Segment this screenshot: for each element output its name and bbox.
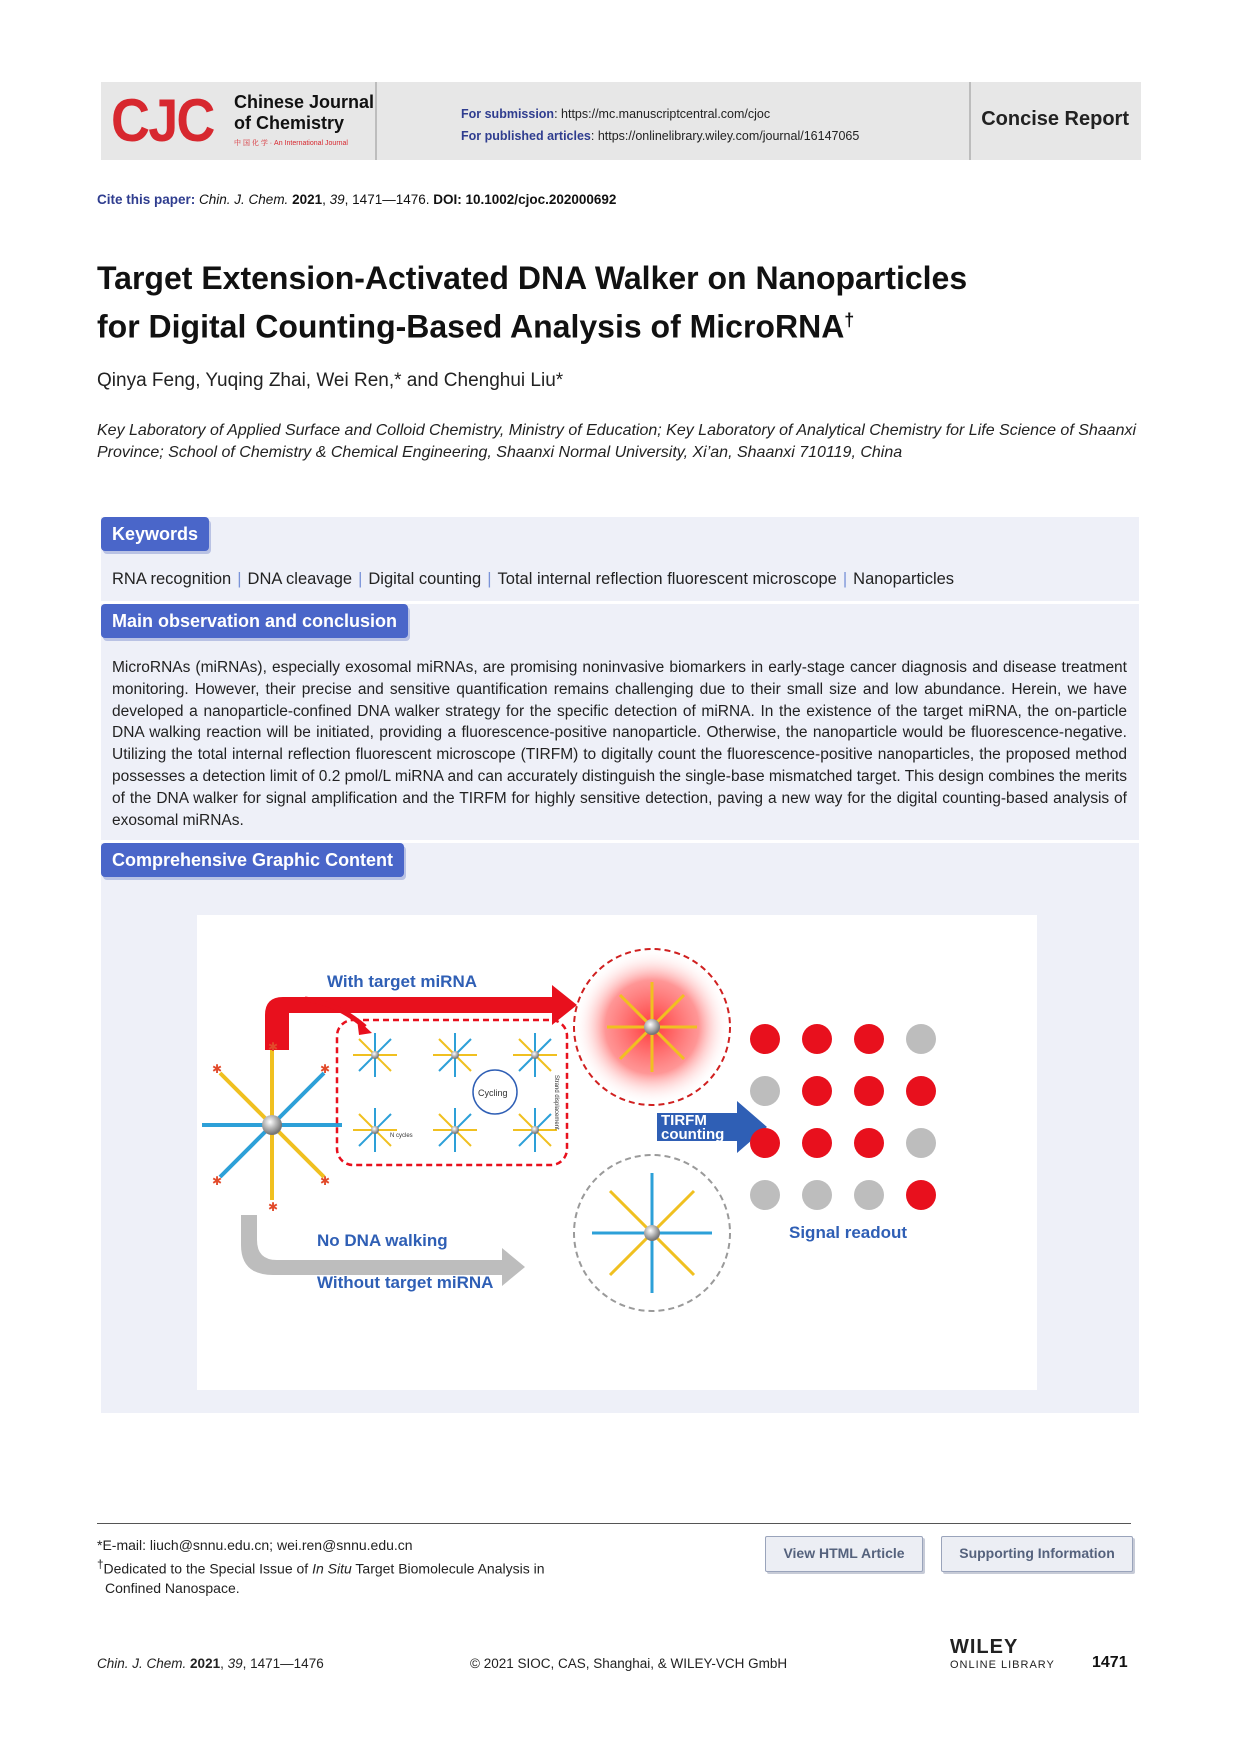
dedication-pre: Dedicated to the Special Issue of [103,1560,313,1577]
footer-cite: Chin. J. Chem. 2021, 39, 1471—1476 [97,1656,324,1671]
positive-dot [802,1128,832,1158]
keywords-heading: Keywords [101,517,209,551]
divider [969,82,971,160]
journal-logo[interactable] [101,82,385,160]
signal-dot-grid [750,1024,936,1210]
logo-subtitle: 中 国 化 学 · An International Journal [234,140,348,147]
submission-line [461,103,859,125]
cite-line: Cite this paper: Chin. J. Chem. 2021, 39, 1471—1476. DOI: 10.1002/cjoc.202000692 [97,192,617,207]
supporting-info-button[interactable]: Supporting Information [941,1536,1133,1572]
toc-graphic [197,915,1037,1390]
divider [375,82,377,160]
arrow-into-box-head [357,1019,372,1035]
positive-dot [750,1128,780,1158]
positive-particle [607,982,697,1072]
main-heading: Main observation and conclusion [101,604,408,638]
title-line2: for Digital Counting-Based Analysis of MicroRNA [97,308,845,345]
positive-dot [802,1076,832,1106]
copyright: © 2021 SIOC, CAS, Shanghai, & WILEY-VCH GmbH [470,1656,788,1671]
svg-text:✱: ✱ [320,1174,331,1188]
authors: Qinya Feng, Yuqing Zhai, Wei Ren,* and Chenghui Liu* [97,370,564,391]
graphic-heading: Comprehensive Graphic Content [101,843,404,877]
without-target-label: Without target miRNA [317,1273,494,1292]
submission-label: For submission [461,107,555,121]
svg-text:✱: ✱ [212,1062,223,1076]
dedication-note [97,1555,545,1579]
dedication-mark: † [97,1558,104,1571]
view-html-button[interactable]: View HTML Article [765,1536,923,1572]
negative-dot [854,1180,884,1210]
logo-name-line2: of Chemistry [234,113,345,133]
cycle-nanoparticles [353,1033,557,1152]
affiliation: Key Laboratory of Applied Surface and Colloid Chemistry, Ministry of Education; Key Laboratory of Analytical Chemistry for Life Science of Shaanxi Province; School of Chemistry & Chemical Engineering, Shaanxi Normal University, Xi’an, Shaanxi 710119, China [97,422,1137,461]
published-label: For published articles [461,129,591,143]
negative-particle [592,1173,712,1293]
svg-text:✱: ✱ [320,1062,331,1076]
positive-dot [854,1024,884,1054]
article-title [97,257,1147,348]
strand-displacement-label: Strand displacement [553,1075,559,1130]
published-line [461,125,859,147]
svg-text:✱: ✱ [268,1200,279,1214]
positive-dot [854,1128,884,1158]
journal-links [461,103,859,147]
title-line1: Target Extension-Activated DNA Walker on Nanoparticles [97,260,968,296]
keyword[interactable]: Nanoparticles [853,570,955,588]
footer-cite-pages: , 1471—1476 [242,1656,324,1671]
logo-abbrev: CJC [111,87,214,154]
cycling-label: Cycling [478,1088,508,1098]
positive-dot [750,1024,780,1054]
submission-link[interactable]: : https://mc.manuscriptcentral.com/cjoc [554,107,771,121]
negative-dot [906,1024,936,1054]
wiley-name: WILEY [950,1636,1019,1658]
signal-readout-label: Signal readout [789,1223,908,1242]
cite-label: Cite this paper: [97,192,196,207]
positive-dot [906,1180,936,1210]
positive-dot [906,1076,936,1106]
negative-dot [750,1076,780,1106]
negative-dot [802,1180,832,1210]
nanoparticle-initial [202,1040,342,1214]
svg-text:✱: ✱ [212,1174,223,1188]
toc-graphic-svg [197,915,1037,1390]
email-note: *E-mail: liuch@snnu.edu.cn; wei.ren@snnu.edu.cn [97,1537,413,1553]
with-target-label: With target miRNA [327,972,478,991]
dedication-post: Target Biomolecule Analysis in [351,1560,545,1577]
wiley-logo[interactable] [950,1636,1055,1671]
footer-cite-vol: 39 [227,1656,243,1671]
cite-year: 2021 [292,192,323,207]
keyword[interactable]: DNA cleavage [247,570,353,588]
abstract-text: MicroRNAs (miRNAs), especially exosomal miRNAs, are promising noninvasive biomarkers in early-stage cancer diagnosis and disease treatment monitoring. However, their precise and sensitive quantification remains challenging due to their small size and low abundance. Herein, we have developed a nanoparticle-confined DNA walker strategy for the specific detection of miRNA. In the existence of the target miRNA, the on-particle DNA walking reaction will be initiated, providing a fluorescence-positive nanoparticle. Otherwise, the nanoparticle would be fluorescence-negative. Utilizing the total internal reflection fluorescent microscope (TIRFM) to digitally count the fluorescence-positive nanoparticles, the proposed method possesses a detection limit of 0.2 pmol/L miRNA and can accurately distinguish the single-base mismatched target. This design combines the merits of the DNA walker for signal amplification and the TIRFM for highly sensitive detection, paving a new way for the digital counting-based analysis of exosomal miRNAs. [112,659,1127,829]
footer-cite-journal: Chin. J. Chem. [97,1656,187,1671]
keyword[interactable]: Digital counting [368,570,482,588]
positive-dot [854,1076,884,1106]
cycle-box [337,1020,567,1165]
cite-pages: , 1471—1476. [344,192,430,207]
dedication-line2: Confined Nanospace. [105,1579,240,1596]
negative-dot [906,1128,936,1158]
published-link[interactable]: : https://onlinelibrary.wiley.com/journal/16147065 [590,129,860,143]
keyword[interactable]: Total internal reflection fluorescent microscope [497,570,837,588]
counting-label: counting [661,1126,725,1143]
cite-volume: 39 [329,192,345,207]
positive-dot [802,1024,832,1054]
title-dagger: † [844,310,855,330]
logo-name-line1: Chinese Journal [234,92,375,112]
svg-text:✱: ✱ [268,1040,279,1054]
page-number: 1471 [1092,1654,1128,1671]
wiley-online-library: ONLINE LIBRARY [950,1659,1055,1671]
tirfm-label: TIRFM [661,1112,707,1129]
footer-rule [97,1523,1131,1524]
keyword-list: RNA recognition | DNA cleavage | Digital counting | Total internal reflection fluorescent microscope | Nanoparticles [112,570,955,588]
with-target-arrow [265,985,577,1050]
n-cycles-label: N cycles [390,1133,413,1139]
keyword[interactable]: RNA recognition [112,570,232,588]
footnotes [97,1536,545,1598]
footer-cite-year: 2021 [190,1656,221,1671]
article-type: Concise Report [981,108,1129,130]
journal-banner [101,82,1141,160]
cite-journal: Chin. J. Chem. [199,192,289,207]
dedication-italic: In Situ [312,1560,352,1577]
doi[interactable]: DOI: 10.1002/cjoc.202000692 [433,192,617,207]
no-walking-label: No DNA walking [317,1231,448,1250]
negative-dot [750,1180,780,1210]
